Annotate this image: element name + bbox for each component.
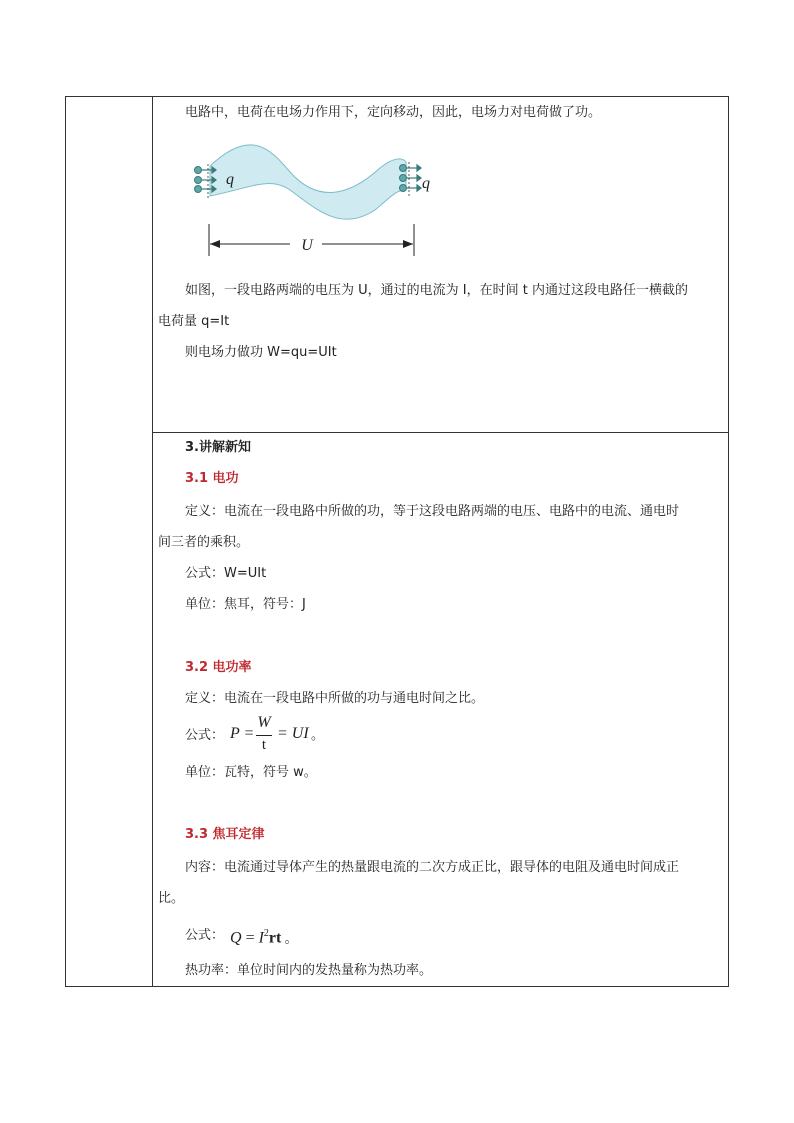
row-divider bbox=[152, 432, 728, 433]
intro-line-1: 电路中，电荷在电场力作用下，定向移动，因此，电场力对电荷做了功。 bbox=[185, 105, 602, 120]
s2-formula-label: 公式： bbox=[185, 728, 225, 743]
voltage-label: U bbox=[301, 237, 313, 254]
s1-def-a: 定义：电流在一段电路中所做的功，等于这段电路两端的电压、电路中的电流、通电时 bbox=[185, 504, 680, 519]
s2-formula-numerator: W bbox=[257, 714, 271, 731]
s2-title: 3.2 电功率 bbox=[185, 660, 252, 675]
charge-label-right: q bbox=[422, 175, 430, 192]
s2-def: 定义：电流在一段电路中所做的功与通电时间之比。 bbox=[185, 691, 485, 706]
s2-formula-rhs: = UI bbox=[277, 725, 309, 742]
s1-unit: 单位：焦耳，符号：J bbox=[185, 597, 306, 612]
left-charges bbox=[195, 167, 202, 193]
s1-def-b: 间三者的乘积。 bbox=[158, 535, 250, 550]
s3-content-a: 内容：电流通过导体产生的热量跟电流的二次方成正比，跟导体的电阻及通电时间成正 bbox=[185, 860, 680, 875]
s3-formula: $Q = I^2rt$ 。 bbox=[230, 928, 298, 947]
s2-formula-denominator: t bbox=[261, 737, 267, 753]
column-divider bbox=[152, 97, 153, 986]
s3-content-b: 比。 bbox=[158, 891, 185, 906]
intro-line-2a: 如图，一段电路两端的电压为 U，通过的电流为 I，在时间 t 内通过这段电路任一横截的 bbox=[185, 283, 688, 298]
left-arrows bbox=[202, 167, 216, 192]
current-flow-figure bbox=[190, 138, 430, 262]
conductor-band bbox=[210, 145, 406, 219]
s1-title: 3.1 电功 bbox=[185, 471, 239, 486]
s2-formula-end: 。 bbox=[311, 728, 325, 743]
s2-unit: 单位：瓦特，符号 w。 bbox=[185, 765, 317, 780]
s2-formula-lhs: P = bbox=[230, 725, 255, 742]
s3-heat-power: 热功率：单位时间内的发热量称为热功率。 bbox=[185, 963, 433, 978]
section-heading: 3.讲解新知 bbox=[185, 440, 251, 455]
s3-title: 3.3 焦耳定律 bbox=[185, 827, 265, 842]
s1-formula: 公式：W=UIt bbox=[185, 566, 267, 581]
charge-label-left: q bbox=[226, 171, 234, 188]
intro-line-2b: 电荷量 q=It bbox=[158, 314, 230, 329]
s3-formula-label: 公式： bbox=[185, 928, 225, 943]
right-charges bbox=[400, 165, 407, 192]
intro-line-3: 则电场力做功 W=qu=UIt bbox=[185, 345, 337, 360]
fraction-bar bbox=[256, 735, 272, 736]
